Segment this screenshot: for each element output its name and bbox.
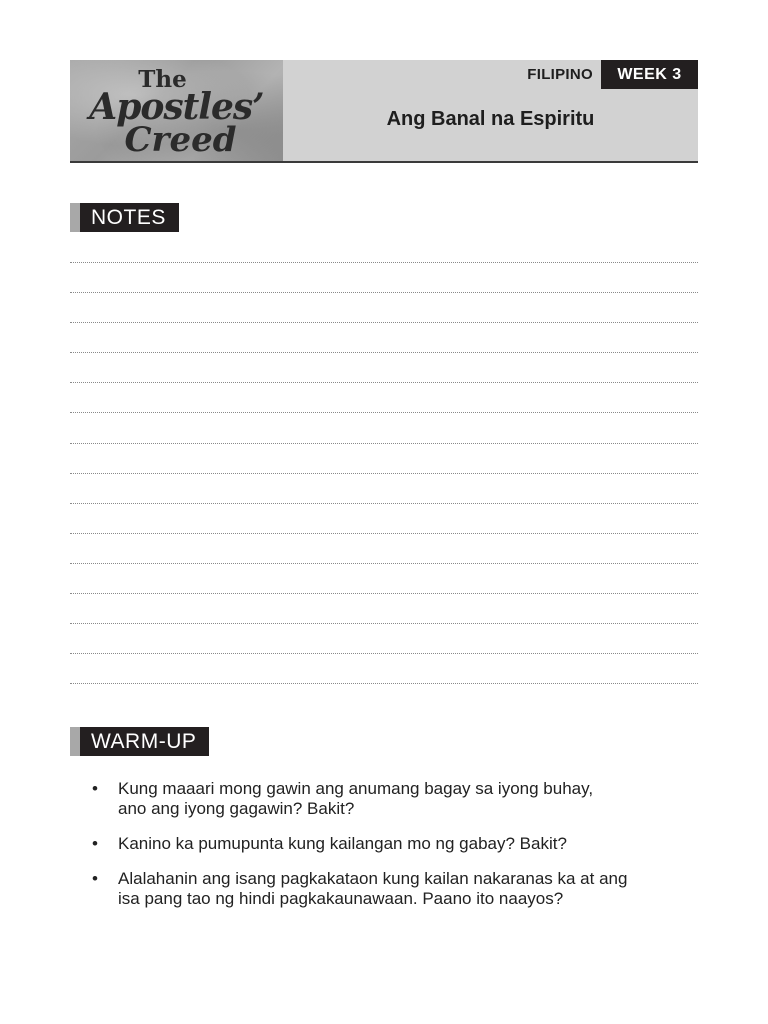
- note-writing-line: [70, 563, 698, 564]
- worksheet-header: [70, 60, 698, 163]
- warmup-heading: [70, 727, 209, 756]
- note-writing-line: [70, 382, 698, 383]
- week-badge: WEEK 3: [601, 60, 698, 89]
- notes-heading: [70, 203, 179, 232]
- warmup-heading-label: WARM-UP: [80, 727, 209, 756]
- note-writing-line: [70, 352, 698, 353]
- heading-accent-bar: [70, 727, 80, 756]
- warmup-question: [92, 834, 692, 854]
- question-text-line: Kanino ka pumupunta kung kailangan mo ng gabay? Bakit?: [118, 834, 567, 853]
- note-writing-line: [70, 473, 698, 474]
- note-writing-line: [70, 623, 698, 624]
- note-writing-line: [70, 503, 698, 504]
- warmup-question: [92, 779, 692, 819]
- question-text-line: ano ang iyong gagawin? Bakit?: [118, 799, 355, 818]
- logo-line-apostles: Apostles’: [89, 86, 264, 128]
- bullet-icon: •: [92, 834, 98, 853]
- notes-writing-lines: [70, 262, 698, 713]
- question-text-line: Alalahanin ang isang pagkakataon kung kailan nakaranas ka at ang: [118, 869, 628, 888]
- note-writing-line: [70, 412, 698, 413]
- bullet-icon: •: [92, 869, 98, 888]
- question-text-line: isa pang tao ng hindi pagkakaunawaan. Paano ito naayos?: [118, 889, 564, 908]
- warmup-question: [92, 869, 692, 909]
- note-writing-line: [70, 322, 698, 323]
- question-text-line: Kung maaari mong gawin ang anumang bagay sa iyong buhay,: [118, 779, 594, 798]
- note-writing-line: [70, 683, 698, 684]
- logo-line-the: The: [138, 66, 187, 93]
- warmup-question-list: [92, 779, 692, 924]
- note-writing-line: [70, 533, 698, 534]
- bullet-icon: •: [92, 779, 98, 798]
- language-label: FILIPINO: [527, 66, 593, 83]
- note-writing-line: [70, 262, 698, 263]
- note-writing-line: [70, 292, 698, 293]
- note-writing-line: [70, 593, 698, 594]
- note-writing-line: [70, 443, 698, 444]
- week-bar: [527, 60, 698, 89]
- note-writing-line: [70, 653, 698, 654]
- apostles-creed-logo: [70, 60, 283, 161]
- logo-line-creed: Creed: [124, 120, 237, 160]
- lesson-title: Ang Banal na Espiritu: [386, 108, 595, 130]
- notes-heading-label: NOTES: [80, 203, 179, 232]
- heading-accent-bar: [70, 203, 80, 232]
